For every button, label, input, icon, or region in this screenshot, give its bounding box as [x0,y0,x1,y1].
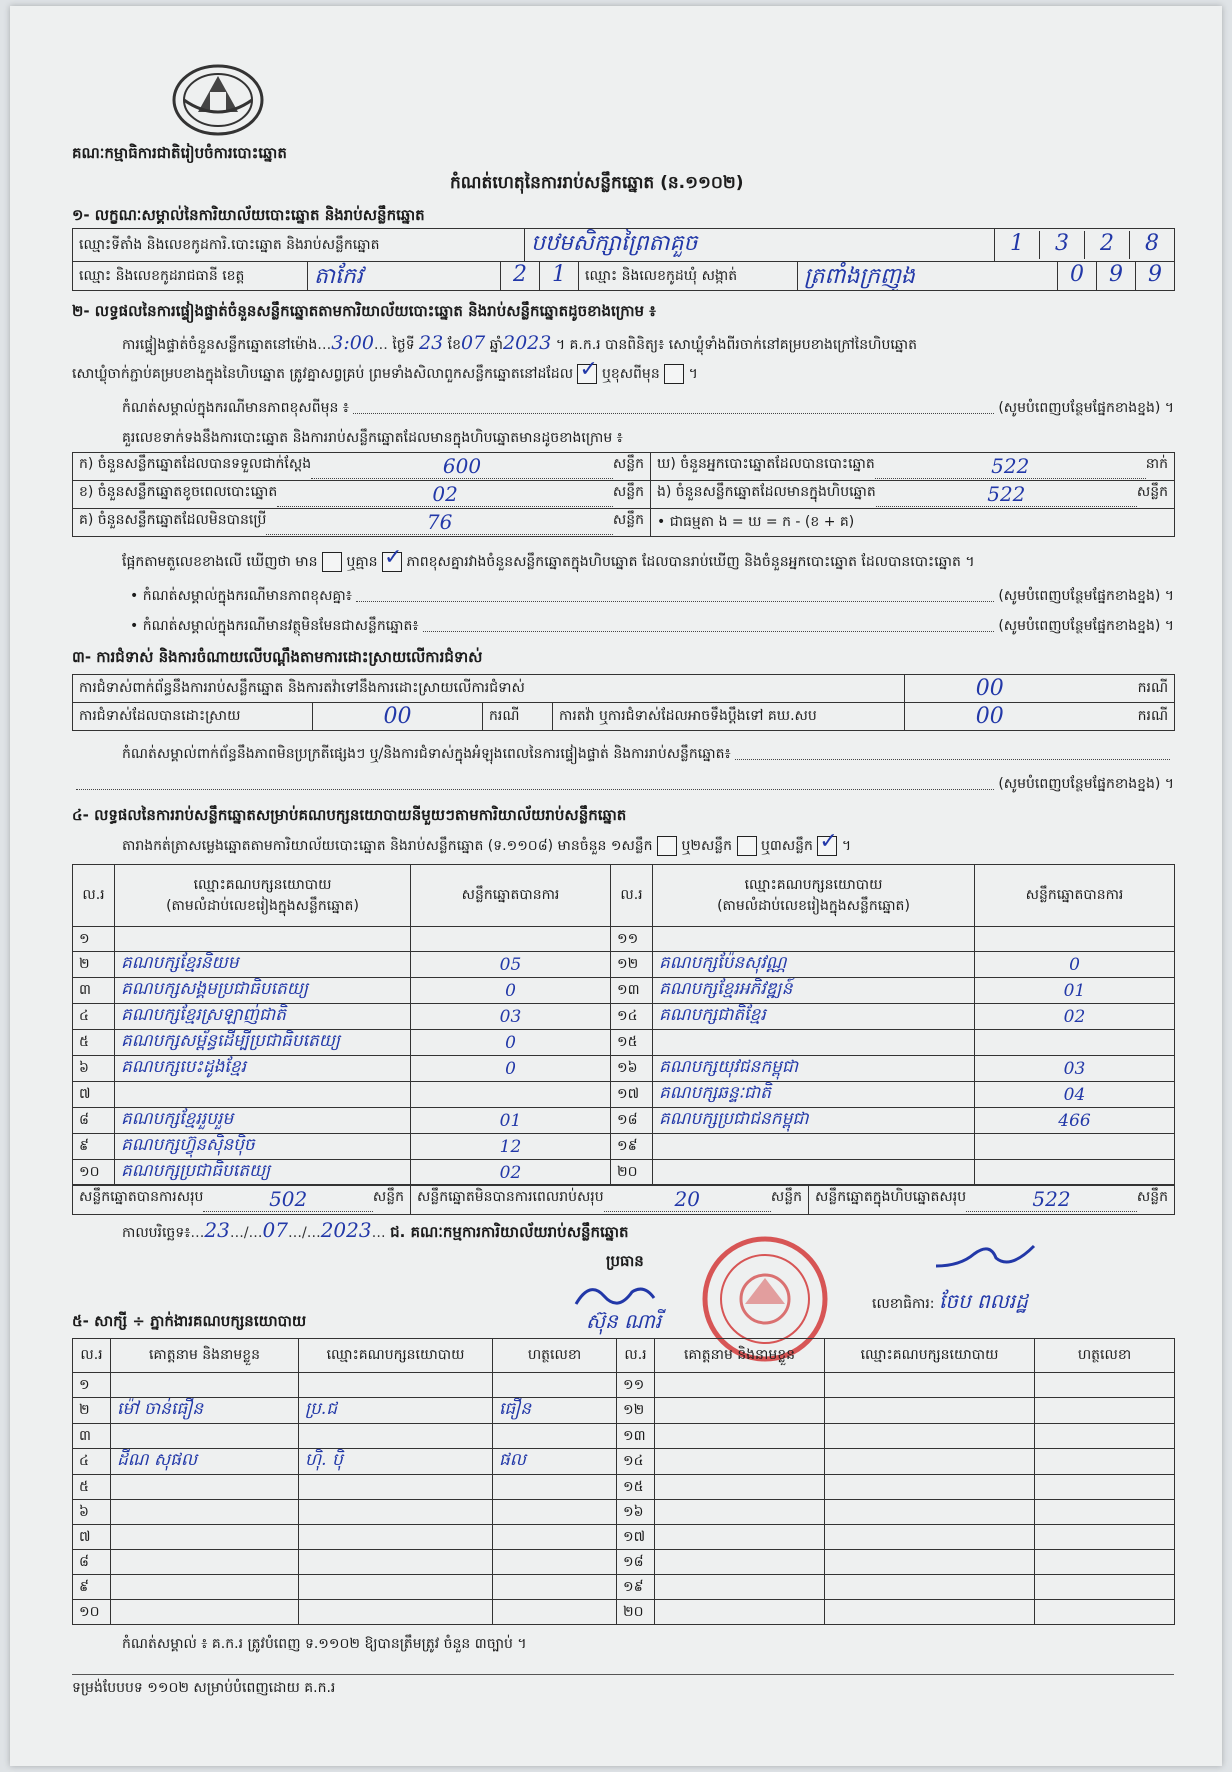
footnote: កំណត់សម្គាល់ ៖ គ.ក.រ ត្រូវបំពេញ ទ.១១០២ ឱ្យបានត្រឹមត្រូវ ចំនួន ៣ច្បាប់ ។ [122,1636,527,1652]
result-votes: 02 [975,1004,1175,1030]
totals-table: សន្លឹកឆ្នោតបានការសរុប 502 សន្លឹក សន្លឹកឆ្នោតមិនបានការពេលរាប់សរុប 20 សន្លឹក សន្លឹកឆ្នោតក្នុងហិបឆ្នោតសរុប 522 សន្លឹក [72,1184,1175,1215]
footer-divider [72,1674,1174,1675]
result-party [115,1082,411,1108]
witness-party [825,1575,1035,1600]
section3-heading: ៣- ការជំទាស់ និងការចំណាយលើបណ្តឹងតាមការដោះស្រាយលើការជំទាស់ [72,648,483,666]
irregularity-note-line-2: (សូមបំពេញបន្ថែមផ្នែកខាងខ្នង) ។ [72,774,1174,795]
result-row [73,1134,1175,1160]
result-no: ១១ [611,927,653,952]
result-votes [411,927,611,952]
result-votes: 0 [411,1030,611,1056]
section1-table [72,228,1175,291]
witness-signature [1035,1449,1175,1475]
witness-name [111,1600,299,1625]
invalid-total-value: 20 [604,1187,771,1212]
result-party: គណបក្សសម្ព័ន្ធដើម្បីប្រជាធិបតេយ្យ [115,1030,411,1056]
chair-label: ប្រធាន [606,1252,644,1270]
witness-name [655,1449,825,1475]
province-code-digit: 2 [501,262,540,290]
valid-total-value: 502 [203,1187,372,1212]
witness-signature [493,1575,617,1600]
tally-3-sheets-checkbox[interactable] [817,836,837,856]
result-no: ៥ [73,1030,115,1056]
verify-line-2: សោឃ្លុំចាក់ភ្ជាប់គម្របខាងក្នុងនៃហិបឆ្នោត ត្រូវគ្នាសព្វគ្រប់ ព្រមទាំងសិលាពួកសន្លឹកឆ្នោតនៅដដែល ✓ ឬខុសពីមុន ។ [72,364,698,385]
witness-party: ហ៊ិ. ប៉ិ [299,1449,493,1475]
witness-name: ដីណ សុផល [111,1449,299,1475]
result-row [73,1056,1175,1082]
objection-appeal-label: ការតវ៉ា ឬការជំទាស់ដែលអាចទឹងប្តឹងទៅ គឃ.សប [553,703,905,731]
col-votes-header: សន្លឹកឆ្នោតបានការ [975,865,1175,927]
station-code-digit: 1 [995,231,1040,259]
date-month: 07 [262,1218,288,1242]
witness-row [73,1398,1175,1424]
commune-label: ឈ្មោះ និងលេខកូដឃុំ សង្កាត់ [579,262,798,290]
witness-row [73,1500,1175,1525]
witness-party [299,1373,493,1398]
witness-party [299,1500,493,1525]
count-a-value: 600 [311,454,613,479]
witness-signature [1035,1550,1175,1575]
seal-note-line: កំណត់សម្គាល់ក្នុងករណីមានភាពខុសពីមុន ៖ (សូមបំពេញបន្ថែមផ្នែកខាងខ្នង) ។ [122,400,1174,416]
witness-signature [493,1525,617,1550]
col-votes-header: សន្លឹកឆ្នោតបានការ [411,865,611,927]
witness-no: ១៤ [617,1449,655,1475]
witness-signature [493,1475,617,1500]
objection-total-label: ការជំទាស់ពាក់ព័ន្ធនឹងការរាប់សន្លឹកឆ្នោត និងការតវ៉ាទៅនឹងការដោះស្រាយលើការជំទាស់ [73,675,905,703]
discrepancy-yes-checkbox[interactable] [322,552,342,572]
witness-no: ៨ [73,1550,111,1575]
witness-party [299,1475,493,1500]
result-no: ១៩ [611,1134,653,1160]
result-votes [975,927,1175,952]
witness-name [655,1575,825,1600]
count-c-value: 76 [266,510,613,535]
station-code-digit: 8 [1145,231,1159,256]
result-no: ១០ [73,1160,115,1186]
result-party: គណបក្សប្រជាធិបតេយ្យ [115,1160,411,1186]
witness-no: ៣ [73,1424,111,1449]
secretary-name: ចែប ពលរដ្ឋ [938,1289,1028,1313]
result-party: គណបក្សឆន្ទៈជាតិ [653,1082,975,1108]
result-party [115,927,411,952]
committee-name: គណៈកម្មាធិការជាតិរៀបចំការបោះឆ្នោត [72,144,287,162]
section2-heading: ២- លទ្ធផលនៃការផ្ទៀងផ្ទាត់ចំនួនសន្លឹកឆ្នោតតាមការិយាល័យបោះឆ្នោត និងរាប់សន្លឹកឆ្នោតដូចខាងក្រោម ៖ [72,302,656,320]
witness-party [299,1600,493,1625]
witness-name [655,1398,825,1424]
count-b-label: ខ) ចំនួនសន្លឹកឆ្នោតខូចពេលបោះឆ្នោត [79,484,278,500]
station-code-digit: 2 [1085,231,1130,259]
province-name: តាកែវ [308,262,501,290]
witness-row [73,1449,1175,1475]
foreign-object-note-line: • កំណត់សម្គាល់ក្នុងករណីមានវត្ថុមិនមែនជាសន្លឹកឆ្នោត៖ (សូមបំពេញបន្ថែមផ្នែកខាងខ្នង) ។ [130,618,1174,634]
box-total-label: សន្លឹកឆ្នោតក្នុងហិបឆ្នោតសរុប [815,1189,967,1205]
witness-signature: ធឿន [493,1398,617,1424]
result-votes: 0 [411,1056,611,1082]
result-no: ៦ [73,1056,115,1082]
result-row [73,1004,1175,1030]
result-no: ៧ [73,1082,115,1108]
witness-no: ២ [73,1398,111,1424]
result-party [653,1160,975,1186]
witness-no: ១ [73,1373,111,1398]
objection-resolved-label: ការជំទាស់ដែលបានដោះស្រាយ [73,703,313,731]
witness-no: ១៩ [617,1575,655,1600]
witness-row [73,1575,1175,1600]
witness-row [73,1475,1175,1500]
commune-name: ត្រពាំងក្រញូង [798,262,1058,290]
result-row [73,1108,1175,1134]
col-no-header: ល.រ [611,865,653,927]
result-party: គណបក្សខ្មែររួបរួម [115,1108,411,1134]
result-no: ១៤ [611,1004,653,1030]
result-votes: 0 [975,952,1175,978]
witness-name [111,1575,299,1600]
verify-line-1: ការផ្ទៀងផ្ទាត់ចំនួនសន្លឹកឆ្នោតនៅម៉ោង…3:00… ថ្ងៃទី 23 ខែ07 ឆ្នាំ2023 ។ គ.ក.រ បានពិនិត្យ៖ សោឃ្លុំទាំងពីរចាក់នៅគម្របខាងក្រៅនៃហិបឆ្នោត [122,332,917,354]
count-e-value: 522 [876,482,1137,507]
chair-signature-icon [570,1274,660,1314]
col-no-header: ល.រ [73,865,115,927]
tally-1-sheet-checkbox[interactable] [657,836,677,856]
witness-signature [1035,1500,1175,1525]
discrepancy-line: ផ្អែកតាមតួលេខខាងលើ ឃើញថា មាន ឬគ្មាន ✓ ភាពខុសគ្នារវាងចំនួនសន្លឹកឆ្នោតក្នុងហិបឆ្នោត ដែលបានរាប់ឃើញ និងចំនួនអ្នកបោះឆ្នោត ដែលបានបោះឆ្នោត ។ [122,552,975,573]
result-no: ២ [73,952,115,978]
witness-row [73,1600,1175,1625]
count-b-value: 02 [277,482,613,507]
province-label: ឈ្មោះ និងលេខកូដរាជធានី ខេត្ត [73,262,308,290]
result-no: ៤ [73,1004,115,1030]
witness-col-no: ល.រ [73,1339,111,1373]
result-votes [975,1160,1175,1186]
result-votes: 0 [411,978,611,1004]
witness-party [825,1475,1035,1500]
form-page [10,6,1222,1766]
discrepancy-note-line: • កំណត់សម្គាល់ក្នុងករណីមានភាពខុសគ្នា៖ (សូមបំពេញបន្ថែមផ្នែកខាងខ្នង) ។ [130,588,1174,604]
tally-2-sheets-checkbox[interactable] [737,836,757,856]
witness-party [825,1600,1035,1625]
commune-code-digit: 0 [1058,262,1097,290]
station-name: បឋមសិក្សាព្រៃតាគួច [525,229,995,262]
result-votes [975,1030,1175,1056]
section5-heading: ៥- សាក្សី ÷ ភ្នាក់ងារគណបក្សនយោបាយ [72,1312,307,1330]
witness-party [825,1550,1035,1575]
count-committee-label: ជ. គណៈកម្មការការិយាល័យរាប់សន្លឹកឆ្នោត [390,1223,629,1241]
nec-logo-icon [170,62,266,138]
result-votes: 01 [975,978,1175,1004]
witness-party [825,1398,1035,1424]
witness-signature [493,1600,617,1625]
witness-no: ៩ [73,1575,111,1600]
witness-row [73,1424,1175,1449]
count-d-value: 522 [875,454,1146,479]
result-party [653,1134,975,1160]
commune-code-digit: 9 [1148,262,1162,287]
witness-col-name: គោត្តនាម និងនាមខ្លួន [111,1339,299,1373]
result-no: ១៥ [611,1030,653,1056]
result-no: ១២ [611,952,653,978]
witness-no: ១៦ [617,1500,655,1525]
result-party: គណបក្សប៉ែនសុវណ្ណ [653,952,975,978]
witness-no: ៦ [73,1500,111,1525]
count-c-label: គ) ចំនួនសន្លឹកឆ្នោតដែលមិនបានប្រើ [79,512,267,528]
result-no: ៩ [73,1134,115,1160]
result-row [73,1082,1175,1108]
witness-no: ១៨ [617,1550,655,1575]
witness-signature: ផល [493,1449,617,1475]
witness-col-sign: ហត្ថលេខា [493,1339,617,1373]
witness-party [299,1575,493,1600]
result-votes: 04 [975,1082,1175,1108]
witness-name [111,1373,299,1398]
section1-heading: ១- លក្ខណៈសម្គាល់នៃការិយាល័យបោះឆ្នោត និងរាប់សន្លឹកឆ្នោត [72,206,425,224]
result-party [653,1030,975,1056]
result-no: ៨ [73,1108,115,1134]
count-a-label: ក) ចំនួនសន្លឹកឆ្នោតដែលបានទទួលជាក់ស្តែង [79,456,312,472]
counts-intro: គួរលេខទាក់ទងនឹងការបោះឆ្នោត និងការរាប់សន្លឹកឆ្នោតដែលមានក្នុងហិបឆ្នោតមានដូចខាងក្រោម ៖ [122,430,623,446]
witness-no: ១៥ [617,1475,655,1500]
witness-col-sign: ហត្ថលេខា [1035,1339,1175,1373]
witness-signature [493,1424,617,1449]
witness-no: ១៣ [617,1424,655,1449]
verify-day: 23 [419,332,444,354]
date-year: 2023 [320,1218,372,1242]
witness-name [111,1500,299,1525]
witness-signature [493,1373,617,1398]
witness-signature [493,1550,617,1575]
station-code-digit: 3 [1040,231,1085,259]
witness-row [73,1550,1175,1575]
witness-name [655,1373,825,1398]
witness-name [111,1424,299,1449]
witness-name: ម៉ៅ ចាន់ធឿន [111,1398,299,1424]
date-line: កាលបរិច្ឆេទ៖…23…/…07…/…2023… ជ. គណៈកម្មការការិយាល័យរាប់សន្លឹកឆ្នោត [122,1218,629,1242]
result-party: គណបក្សហ៊្វុនស៊ិនប៉ិច [115,1134,411,1160]
station-label: ឈ្មោះទីតាំង និងលេខកូដការិ.បោះឆ្នោត និងរាប់សន្លឹកឆ្នោត [73,229,525,262]
witness-signature [1035,1575,1175,1600]
result-no: ១៣ [611,978,653,1004]
witness-party [299,1525,493,1550]
result-no: ១៦ [611,1056,653,1082]
party-results-table [72,864,1175,1186]
count-d-label: ឃ) ចំនួនអ្នកបោះឆ្នោតដែលបានបោះឆ្នោត [657,456,875,472]
witness-name [111,1550,299,1575]
result-party: គណបក្សខ្មែរនិយម [115,952,411,978]
result-no: ១៧ [611,1082,653,1108]
witness-party [299,1550,493,1575]
witness-no: ៤ [73,1449,111,1475]
seal-same-checkbox[interactable] [577,364,597,384]
witness-party [825,1525,1035,1550]
witness-party [825,1449,1035,1475]
result-party: គណបក្សបេះដូងខ្មែរ [115,1056,411,1082]
witness-name [111,1525,299,1550]
box-total-value: 522 [966,1187,1137,1212]
result-votes: 02 [411,1160,611,1186]
count-e-label: ង) ចំនួនសន្លឹកឆ្នោតដែលមានក្នុងហិបឆ្នោត [657,484,876,500]
witness-signature [1035,1373,1175,1398]
irregularity-note-line: កំណត់សម្គាល់ពាក់ព័ន្ធនឹងភាពមិនប្រក្រតីផ្សេងៗ ឬ/និងការជំទាស់ក្នុងអំឡុងពេលនៃការផ្ទៀងផ្ទាត់ និងការរាប់សន្លឹកឆ្នោត៖ [122,744,1174,765]
invalid-total-label: សន្លឹកឆ្នោតមិនបានការពេលរាប់សរុប [417,1189,604,1205]
witness-name [655,1525,825,1550]
witness-row [73,1525,1175,1550]
result-party: គណបក្សខ្មែរស្រឡាញ់ជាតិ [115,1004,411,1030]
verify-month: 07 [461,332,486,354]
verify-time: 3:00 [331,332,374,354]
result-party [653,927,975,952]
verify-year: 2023 [503,332,552,354]
witness-name [655,1424,825,1449]
result-party: គណបក្សខ្មែរអភិវឌ្ឍន៍ [653,978,975,1004]
witness-no: ១២ [617,1398,655,1424]
witness-signature [1035,1475,1175,1500]
secretary-line: លេខាធិការ: ចែប ពលរដ្ឋ [872,1289,1028,1313]
objections-table: ការជំទាស់ពាក់ព័ន្ធនឹងការរាប់សន្លឹកឆ្នោត និងការតវ៉ាទៅនឹងការដោះស្រាយលើការជំទាស់ 00 ករណី ការជំទាស់ដែលបានដោះស្រាយ 00 ករណី ការតវ៉ា ឬការជំទាស់ដែលអាចទឹងប្តឹងទៅ គឃ.សប 00 ករណី [72,674,1175,731]
seal-different-checkbox[interactable] [664,364,684,384]
witness-name [655,1500,825,1525]
witness-table [72,1338,1175,1625]
witness-signature [1035,1398,1175,1424]
witness-signature [1035,1424,1175,1449]
result-votes: 03 [975,1056,1175,1082]
result-votes: 466 [975,1108,1175,1134]
result-no: ១ [73,927,115,952]
witness-party [299,1424,493,1449]
witness-name [111,1475,299,1500]
result-votes: 01 [411,1108,611,1134]
witness-no: ៧ [73,1525,111,1550]
valid-total-label: សន្លឹកឆ្នោតបានការសរុប [79,1189,204,1205]
witness-party [825,1424,1035,1449]
witness-row [73,1373,1175,1398]
objection-total-value: 00 [905,675,1075,703]
result-votes [975,1134,1175,1160]
witness-signature [493,1500,617,1525]
result-party: គណបក្សសង្គមប្រជាធិបតេយ្យ [115,978,411,1004]
witness-name [655,1550,825,1575]
date-day: 23 [204,1218,230,1242]
result-party: គណបក្សយុវជនកម្ពុជា [653,1056,975,1082]
result-row [73,952,1175,978]
objection-resolved-value: 00 [313,703,483,731]
witness-no: ១០ [73,1600,111,1625]
witness-col-party: ឈ្មោះគណបក្សនយោបាយ [299,1339,493,1373]
witness-col-party: ឈ្មោះគណបក្សនយោបាយ [825,1339,1035,1373]
witness-no: ៥ [73,1475,111,1500]
result-party: គណបក្សជាតិខ្មែរ [653,1004,975,1030]
result-votes: 12 [411,1134,611,1160]
chair-name: ស៊ុន ណារី [586,1309,662,1333]
result-row [73,927,1175,952]
result-row [73,978,1175,1004]
result-votes: 03 [411,1004,611,1030]
count-formula: • ជាធម្មតា ង = ឃ = ក - (ខ + គ) [651,509,1175,537]
result-row [73,1160,1175,1186]
witness-name [655,1475,825,1500]
col-party-header: ឈ្មោះគណបក្សនយោបាយ (តាមលំដាប់លេខរៀងក្នុងសន្លឹកឆ្នោត) [653,865,975,927]
witness-party [825,1500,1035,1525]
result-no: ២០ [611,1160,653,1186]
witness-signature [1035,1600,1175,1625]
result-no: ១៨ [611,1108,653,1134]
secretary-signature-icon [930,1236,1040,1276]
witness-party: ប្រ.ជ [299,1398,493,1424]
discrepancy-no-checkbox[interactable] [382,552,402,572]
witness-col-name: គោត្តនាម និងនាមខ្លួន [655,1339,825,1373]
witness-name [655,1600,825,1625]
witness-no: ១៧ [617,1525,655,1550]
witness-signature [1035,1525,1175,1550]
witness-col-no: ល.រ [617,1339,655,1373]
tally-sheet-line: តារាងកត់ត្រាសម្លេងឆ្នោតតាមការិយាល័យបោះឆ្នោត និងរាប់សន្លឹកឆ្នោត (ទ.១១០៨) មានចំនួន ១សន្លឹក ឬ២សន្លឹក ឬ៣សន្លឹក ✓ ។ [122,836,851,857]
witness-party [825,1373,1035,1398]
result-votes [411,1082,611,1108]
col-party-header: ឈ្មោះគណបក្សនយោបាយ (តាមលំដាប់លេខរៀងក្នុងសន្លឹកឆ្នោត) [115,865,411,927]
form-code: ទម្រង់បែបបទ ១១០២ សម្រាប់បំពេញដោយ គ.ក.រ [72,1680,336,1696]
result-row [73,1030,1175,1056]
objection-appeal-value: 00 [905,703,1075,731]
counts-table: ក) ចំនួនសន្លឹកឆ្នោតដែលបានទទួលជាក់ស្តែង 600 សន្លឹក ឃ) ចំនួនអ្នកបោះឆ្នោតដែលបានបោះឆ្នោត 522 នាក់ ខ) ចំនួនសន្លឹកឆ្នោតខូចពេលបោះឆ្នោត 02 សន្លឹក ង) ចំនួនសន្លឹកឆ្នោតដែលមានក្នុងហិបឆ្នោត 522 សន្លឹក គ) ចំនួនសន្លឹកឆ្នោតដែលមិនបានប្រើ 76 សន្លឹក • ជាធម្មតា ង = ឃ = ក - (ខ + គ) [72,452,1175,537]
section4-heading: ៤- លទ្ធផលនៃការរាប់សន្លឹកឆ្នោតសម្រាប់គណបក្សនយោបាយនីមួយៗតាមការិយាល័យរាប់សន្លឹកឆ្នោត [72,806,627,824]
result-no: ៣ [73,978,115,1004]
result-party: គណបក្សប្រជាជនកម្ពុជា [653,1108,975,1134]
form-title: កំណត់ហេតុនៃការរាប់សន្លឹកឆ្នោត (ន.១១០២) [450,173,744,193]
witness-no: ១១ [617,1373,655,1398]
commune-code-digit: 9 [1097,262,1136,290]
witness-no: ២០ [617,1600,655,1625]
result-votes: 05 [411,952,611,978]
province-code-digit: 1 [540,262,579,290]
